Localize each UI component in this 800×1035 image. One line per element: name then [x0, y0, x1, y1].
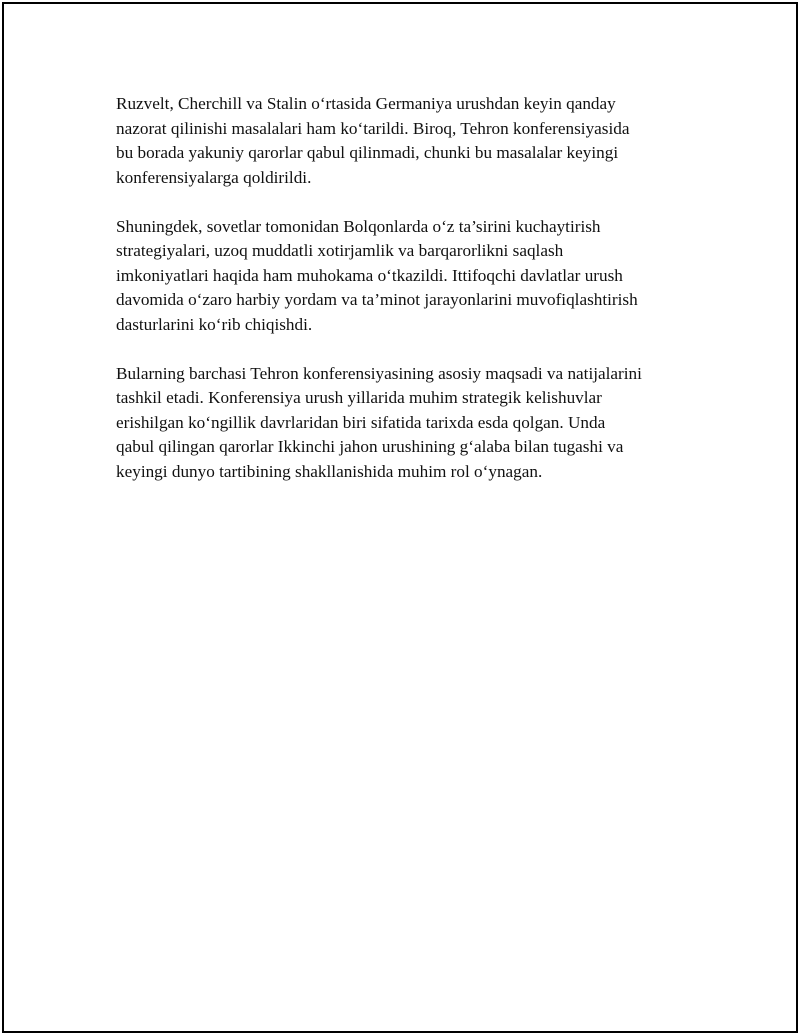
paragraph-1 [116, 92, 696, 190]
paragraph-line: erishilgan ko‘ngillik davrlaridan biri sifatida tarixda esda qolgan. Unda [116, 412, 606, 432]
paragraph-line: dasturlarini ko‘rib chiqishdi. [116, 314, 313, 334]
document-body [116, 92, 696, 509]
paragraph-line: tashkil etadi. Konferensiya urush yillarida muhim strategik kelishuvlar [116, 388, 602, 407]
paragraph-line: davomida o‘zaro harbiy yordam va ta’minot jarayonlarini muvofiqlashtirish [116, 290, 638, 309]
paragraph-2 [116, 215, 696, 338]
paragraph-line: Bularning barchasi Tehron konferensiyasining asosiy maqsadi va natijalarini [116, 363, 642, 383]
paragraph-line: nazorat qilinishi masalalari ham ko‘tarildi. Biroq, Tehron konferensiyasida [116, 118, 630, 138]
paragraph-line: strategiyalari, uzoq muddatli xotirjamlik va barqarorlikni saqlash [116, 241, 564, 260]
paragraph-line: qabul qilingan qarorlar Ikkinchi jahon urushining g‘alaba bilan tugashi va [116, 437, 624, 456]
paragraph-line: keyingi dunyo tartibining shakllanishida muhim rol o‘ynagan. [116, 461, 543, 481]
paragraph-3 [116, 362, 696, 485]
paragraph-line: bu borada yakuniy qarorlar qabul qilinmadi, chunki bu masalalar keyingi [116, 143, 619, 162]
paragraph-line: Shuningdek, sovetlar tomonidan Bolqonlarda o‘z ta’sirini kuchaytirish [116, 216, 601, 236]
paragraph-line: konferensiyalarga qoldirildi. [116, 167, 312, 187]
paragraph-line: Ruzvelt, Cherchill va Stalin o‘rtasida Germaniya urushdan keyin qanday [116, 94, 616, 113]
paragraph-line: imkoniyatlari haqida ham muhokama o‘tkazildi. Ittifoqchi davlatlar urush [116, 265, 623, 285]
